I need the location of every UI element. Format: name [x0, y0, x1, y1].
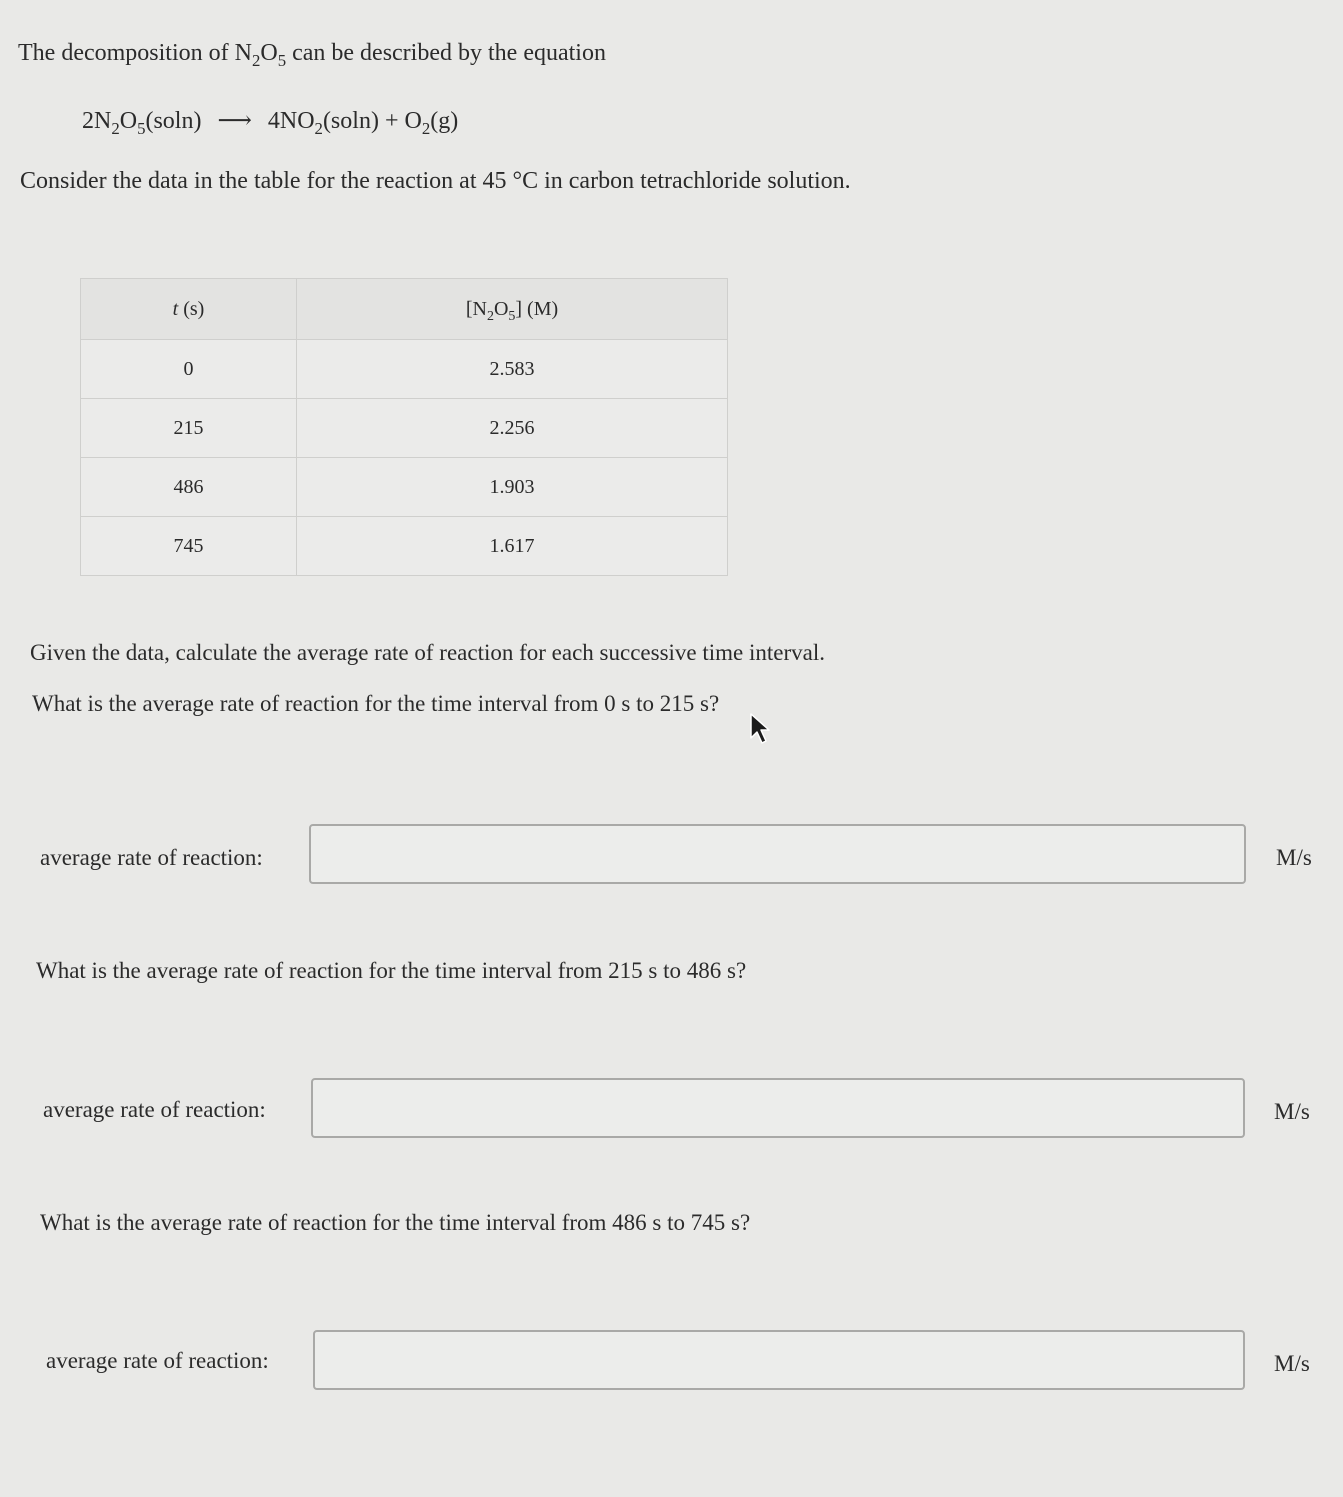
question-3-answer-input[interactable]: [313, 1330, 1245, 1390]
intro-text-mid: O: [260, 40, 278, 66]
product1-state: (soln): [322, 108, 379, 134]
time-cell: 486: [81, 458, 297, 517]
product2-subscript: 2: [421, 118, 431, 138]
time-variable: t: [172, 297, 179, 320]
table-row: [81, 399, 728, 458]
reactant-subscript-a: 2: [111, 118, 120, 138]
question-2-answer-input[interactable]: [311, 1078, 1245, 1138]
problem-intro: [18, 40, 606, 70]
intro-subscript-b: 5: [277, 50, 287, 70]
intro-subscript-a: 2: [251, 50, 261, 70]
time-column-header: [81, 279, 297, 340]
question-2-unit: M/s: [1274, 1099, 1310, 1124]
conc-close: ] (M): [515, 297, 559, 320]
table-row: [81, 517, 728, 576]
product1-formula: NO: [279, 108, 315, 134]
reactant-coefficient: 2: [82, 108, 94, 134]
time-cell: 745: [81, 517, 297, 576]
question-1-answer-input[interactable]: [309, 824, 1246, 884]
question-1-prompt: What is the average rate of reaction for the time interval from 0 s to 215 s?: [32, 691, 720, 716]
plus-sign: +: [384, 108, 399, 134]
concentration-cell: 2.256: [297, 399, 728, 458]
question-2-prompt: What is the average rate of reaction for the time interval from 215 s to 486 s?: [36, 958, 747, 983]
intro-text-suffix: can be described by the equation: [286, 40, 606, 66]
time-cell: 0: [81, 340, 297, 399]
time-unit: (s): [178, 297, 205, 320]
reactant-element-a: N: [94, 108, 112, 134]
table-row: [81, 458, 728, 517]
concentration-column-header: [297, 279, 728, 340]
reactant-element-b: O: [119, 108, 138, 134]
product1-coefficient: 4: [267, 108, 280, 134]
mouse-pointer-icon: [748, 712, 776, 746]
conc-open: [N: [465, 297, 487, 320]
time-cell: 215: [81, 399, 297, 458]
conc-sub-b: 5: [508, 308, 516, 324]
product1-subscript: 2: [314, 118, 323, 138]
instructions-text: Given the data, calculate the average rate of reaction for each successive time interval.: [30, 640, 826, 665]
question-3-prompt: What is the average rate of reaction for the time interval from 486 s to 745 s?: [40, 1210, 751, 1235]
question-3-answer-label: average rate of reaction:: [46, 1348, 269, 1373]
concentration-cell: 2.583: [297, 340, 728, 399]
question-2-answer-label: average rate of reaction:: [43, 1097, 266, 1122]
product2-formula: O: [404, 108, 422, 134]
problem-context: Consider the data in the table for the reaction at 45 °C in carbon tetrachloride solution.: [20, 168, 851, 194]
reactant-subscript-b: 5: [137, 118, 146, 138]
conc-sub-a: 2: [486, 308, 494, 324]
question-1-unit: M/s: [1276, 845, 1312, 870]
chemical-equation: [82, 106, 459, 138]
table-row: [81, 340, 728, 399]
data-table: [80, 278, 728, 576]
reactant-state: (soln): [145, 108, 202, 134]
concentration-cell: 1.617: [297, 517, 728, 576]
concentration-cell: 1.903: [297, 458, 728, 517]
conc-mid: O: [493, 297, 509, 320]
product2-state: (g): [430, 108, 459, 134]
question-3-unit: M/s: [1274, 1351, 1310, 1376]
intro-text-prefix: The decomposition of N: [18, 40, 252, 66]
question-1-answer-label: average rate of reaction:: [40, 845, 263, 870]
table-header-row: [81, 279, 728, 340]
reaction-arrow-icon: ⟶: [217, 108, 252, 134]
